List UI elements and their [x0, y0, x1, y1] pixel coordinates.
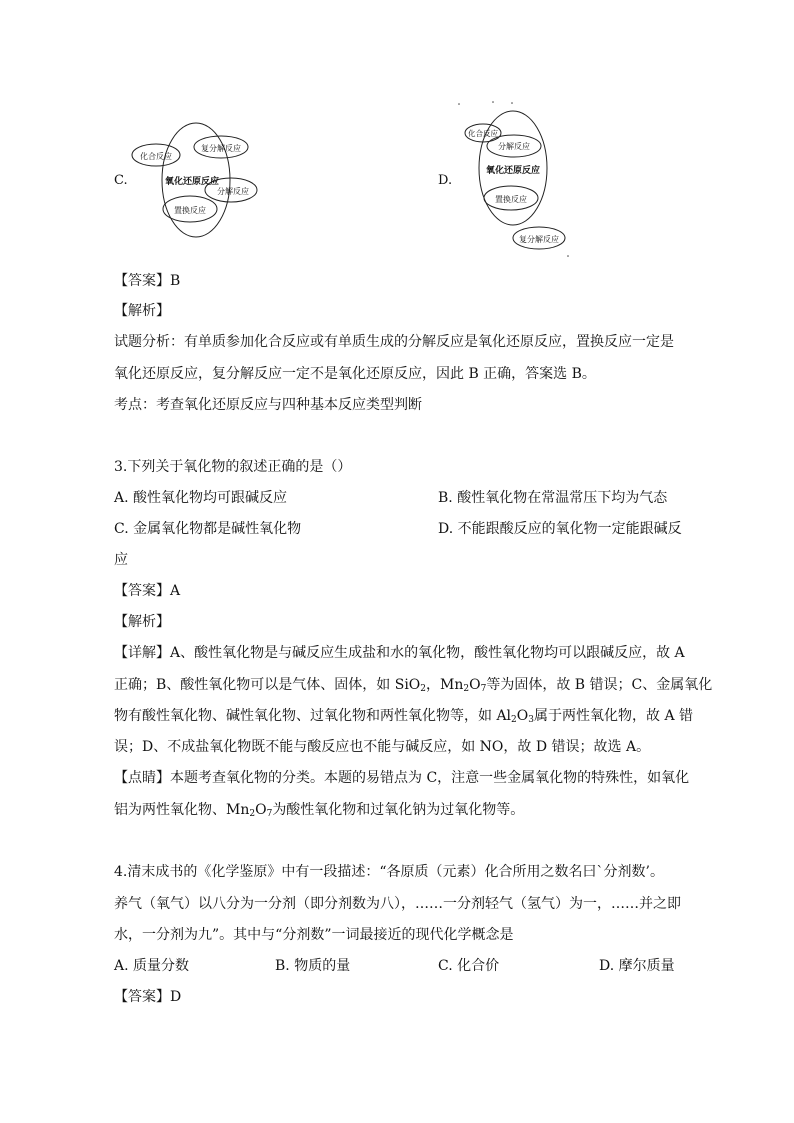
- replacement-text: 置换反应: [174, 206, 206, 215]
- q3-detail-2b: ，Mn: [426, 677, 464, 693]
- q4-option-b: B. 物质的量: [275, 958, 351, 974]
- q3-option-a: A. 酸性氧化物均可跟碱反应: [114, 490, 288, 506]
- subscript: 2: [420, 684, 427, 694]
- option-d-label: D.: [438, 173, 453, 188]
- q4-option-c: C. 化合价: [438, 958, 500, 974]
- scan-dot: [458, 103, 460, 105]
- scan-dot: [511, 102, 513, 104]
- q3-detail-line-2: [114, 676, 712, 698]
- q3-option-d-wrap: 应: [114, 552, 128, 568]
- q3-stem: 3.下列关于氧化物的叙述正确的是（）: [114, 459, 352, 475]
- subscript: 7: [480, 684, 487, 694]
- q2-analysis-line-1: 试题分析：有单质参加化合反应或有单质生成的分解反应是氧化还原反应，置换反应一定是: [114, 334, 674, 350]
- double-decomp-text: 复分解反应: [519, 235, 559, 244]
- option-c-label: C.: [114, 173, 128, 188]
- q3-detail-line-3: [114, 707, 693, 729]
- q3-option-d: D. 不能跟酸反应的氧化物一定能跟碱反: [438, 521, 682, 537]
- combination-text: 化合反应: [468, 129, 498, 138]
- scan-dot: [567, 255, 569, 257]
- q3-detail-line-1: 【详解】A、酸性氧化物是与碱反应生成盐和水的氧化物，酸性氧化物均可以跟碱反应，故 A: [114, 645, 685, 661]
- q3-answer: 【答案】A: [114, 583, 181, 599]
- double-decomp-text: 复分解反应: [201, 144, 241, 153]
- decomposition-text: 分解反应: [217, 187, 249, 196]
- q4-stem-line-1: 4.清末成书的《化学鉴原》中有一段描述：“各原质（元素）化合所用之数名曰`分剂数’。: [114, 864, 664, 880]
- subscript: 2: [511, 715, 517, 725]
- q3-point-2a: 铝为两性氧化物、Mn: [114, 802, 250, 818]
- q4-answer: 【答案】D: [114, 989, 182, 1005]
- q3-option-c: C. 金属氧化物都是碱性氧化物: [114, 521, 302, 537]
- q3-point-2b: O: [255, 802, 267, 818]
- diagram-option-c: [130, 118, 265, 243]
- combination-text: 化合反应: [140, 152, 172, 161]
- q4-option-d: D. 摩尔质量: [599, 958, 675, 974]
- q3-detail-line-4: 误；D、不成盐氧化物既不能与酸反应也不能与碱反应，如 NO，故 D 错误；故选 A。: [114, 739, 651, 755]
- q3-detail-2a: 正确；B、酸性氧化物可以是气体、固体，如 SiO: [114, 677, 421, 693]
- q4-stem-line-3: 水，一分剂为九”。其中与“分剂数”一词最接近的现代化学概念是: [114, 927, 514, 943]
- q3-detail-2c: O: [469, 677, 481, 693]
- subscript: 2: [463, 684, 470, 694]
- redox-text: 氧化还原反应: [485, 166, 541, 176]
- q4-stem-line-2: 养气（氧气）以八分为一分剂（即分剂数为八），……一分剂轻气（氢气）为一，……并之即: [114, 896, 681, 912]
- subscript: 3: [528, 715, 534, 725]
- q3-point-2c: 为酸性氧化物和过氧化钠为过氧化物等。: [272, 802, 525, 818]
- q3-detail-3c: 属于两性氧化物，故 A 错: [534, 708, 694, 724]
- decomposition-text: 分解反应: [498, 142, 530, 151]
- q3-detail-3a: 物有酸性氧化物、碱性氧化物、过氧化物和两性氧化物等，如 Al: [114, 708, 512, 724]
- q3-analysis-heading: 【解析】: [114, 614, 170, 630]
- q3-detail-3b: O: [516, 708, 529, 724]
- q2-kaodian: 考点：考查氧化还原反应与四种基本反应类型判断: [114, 397, 422, 413]
- q2-analysis-line-2: 氧化还原反应，复分解反应一定不是氧化还原反应，因此 B 正确，答案选 B。: [114, 366, 596, 382]
- q3-point-line-2: [114, 801, 524, 823]
- q4-option-a: A. 质量分数: [114, 958, 190, 974]
- q3-point-line-1: 【点睛】本题考查氧化物的分类。本题的易错点为 C，注意一些金属氧化物的特殊性，如氧化: [114, 770, 690, 786]
- replacement-text: 置换反应: [495, 195, 527, 204]
- q2-analysis-heading: 【解析】: [114, 303, 170, 319]
- diagram-option-d: [455, 96, 580, 258]
- q3-option-b: B. 酸性氧化物在常温常压下均为气态: [438, 490, 668, 506]
- subscript: 7: [266, 809, 273, 819]
- scan-dot: [492, 101, 494, 103]
- redox-text: 氧化还原反应: [164, 177, 220, 187]
- q2-answer: 【答案】B: [114, 273, 181, 289]
- q3-detail-2d: 等为固体，故 B 错误；C、金属氧化: [486, 677, 713, 693]
- subscript: 2: [249, 809, 256, 819]
